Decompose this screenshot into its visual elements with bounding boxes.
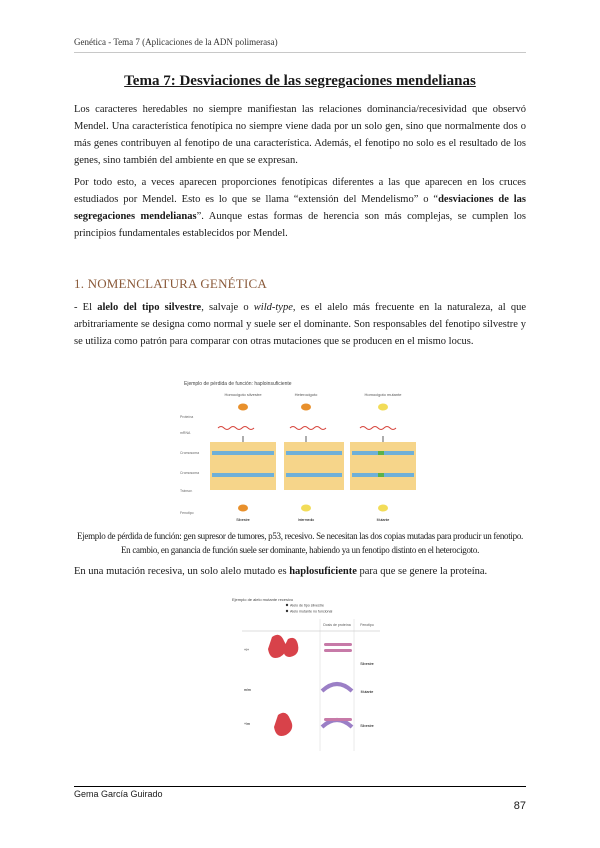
intro-paragraph: Los caracteres heredables no siempre manifiestan las relaciones dominancia/recesividad que observó Mendel. Una característica fenotípica no siempre viene dada por un solo gen, sino que normalmente dos o más genes contribuyen al fenotipo de una característica. Además, el fenotipo no solo es el resultado de los genes, sino también del ambiente en que se expresan. bbox=[74, 104, 526, 166]
fig1-column-het bbox=[284, 404, 344, 523]
wild-type-paragraph: - El alelo del tipo silvestre, salvaje o wild-type, es el alelo más frecuente en la naturaleza, al que arbitrariamente se designa como normal y suele ser el dominante. Son responsables del fenotipo silvestre y se utiliza como patrón para comparar con otras mutaciones que se producen en el mismo locus. bbox=[74, 302, 527, 347]
fig2-row-het bbox=[274, 713, 374, 736]
figure1-caption: Ejemplo de pérdida de función: gen supresor de tumores, p53, recesivo. Se necesitan las dos copias mutadas para producir un fenotipo. En cambio, en ganancia de función suele ser dominante, habiendo ya un fenotipo distinto en el heterocigoto. bbox=[77, 531, 523, 555]
fig1-row-label: Cromosoma bbox=[180, 471, 200, 475]
fig1-row-label: Proteína bbox=[180, 415, 194, 419]
fig1-phenotype: Mutante bbox=[376, 518, 390, 522]
fig1-phenotype: Intermedio bbox=[297, 518, 315, 522]
fig1-row-label: mRNA bbox=[180, 431, 191, 435]
fig1-phenotype: Silvestre bbox=[236, 518, 250, 522]
fig2-phen: Silvestre bbox=[360, 662, 374, 666]
footer-divider bbox=[74, 786, 526, 787]
footer-author: Gema García Guirado bbox=[74, 789, 163, 799]
fig2-col-label: Fenotipo bbox=[360, 623, 374, 627]
page-number: 87 bbox=[513, 800, 526, 812]
fig2-row-mutant bbox=[322, 684, 373, 694]
wild-type-term: alelo del tipo silvestre bbox=[97, 302, 202, 313]
page-header: Genética - Tema 7 (Aplicaciones de la ADN polimerasa) bbox=[74, 37, 278, 47]
fig2-legend: Alelo de tipo silvestre bbox=[290, 603, 324, 608]
extension-paragraph: Por todo esto, a veces aparecen proporciones fenotípicas diferentes a las que aparecen en los cruces estudiados por Mendel. Esto es lo que se llama “extensión del Mendelismo” o “desviaciones de las segregaciones mendelianas”. Aunque estas formas de herencia son más complejas, se cumplen los principios fundamentales establecidos por Mendel. bbox=[74, 177, 526, 239]
header-divider bbox=[74, 52, 526, 53]
fig2-col-label: Dosis de proteína bbox=[323, 623, 351, 627]
fig2-row-label: +/m bbox=[244, 722, 250, 726]
section-heading: 1. NOMENCLATURA GENÉTICA bbox=[74, 276, 267, 291]
page-title: Tema 7: Desviaciones de las segregaciones mendelianas bbox=[124, 73, 476, 89]
fig1-column-mutant bbox=[350, 404, 416, 523]
fig1-col-label: Heterocigoto bbox=[294, 392, 318, 397]
fig2-row-label: +/+ bbox=[244, 648, 250, 652]
fig2-row-wild bbox=[268, 635, 374, 666]
fig1-row-label: Cromosoma bbox=[180, 451, 200, 455]
haplosufficient-term: haplosuficiente bbox=[289, 566, 357, 577]
figure1-caption-top: Ejemplo de pérdida de función: haploinsuficiente bbox=[184, 381, 292, 387]
loss-of-function-figure bbox=[178, 376, 420, 526]
fig2-phen: Silvestre bbox=[360, 724, 374, 728]
fig1-column-wild bbox=[210, 404, 276, 523]
fig2-row-label: m/m bbox=[244, 688, 251, 692]
fig2-phen: Mutante bbox=[360, 690, 374, 694]
fig1-col-label: Homocigoto mutante bbox=[364, 392, 402, 397]
fig2-legend: Alelo mutante no funcional bbox=[290, 609, 333, 614]
haplosufficient-paragraph: En una mutación recesiva, un solo alelo mutado es haplosuficiente para que se genere la proteína. bbox=[74, 566, 488, 577]
fig1-row-label: Fenotipo bbox=[180, 511, 194, 515]
deviations-term: desviaciones de las segregaciones mendelianas bbox=[74, 194, 526, 222]
fig1-col-label: Homocigoto silvestre bbox=[224, 392, 262, 397]
fig1-row-label: Tránscr. bbox=[180, 489, 193, 493]
recessive-allele-figure bbox=[230, 593, 380, 751]
fig2-title: Ejemplo de alelo mutante recesivo bbox=[232, 597, 294, 602]
